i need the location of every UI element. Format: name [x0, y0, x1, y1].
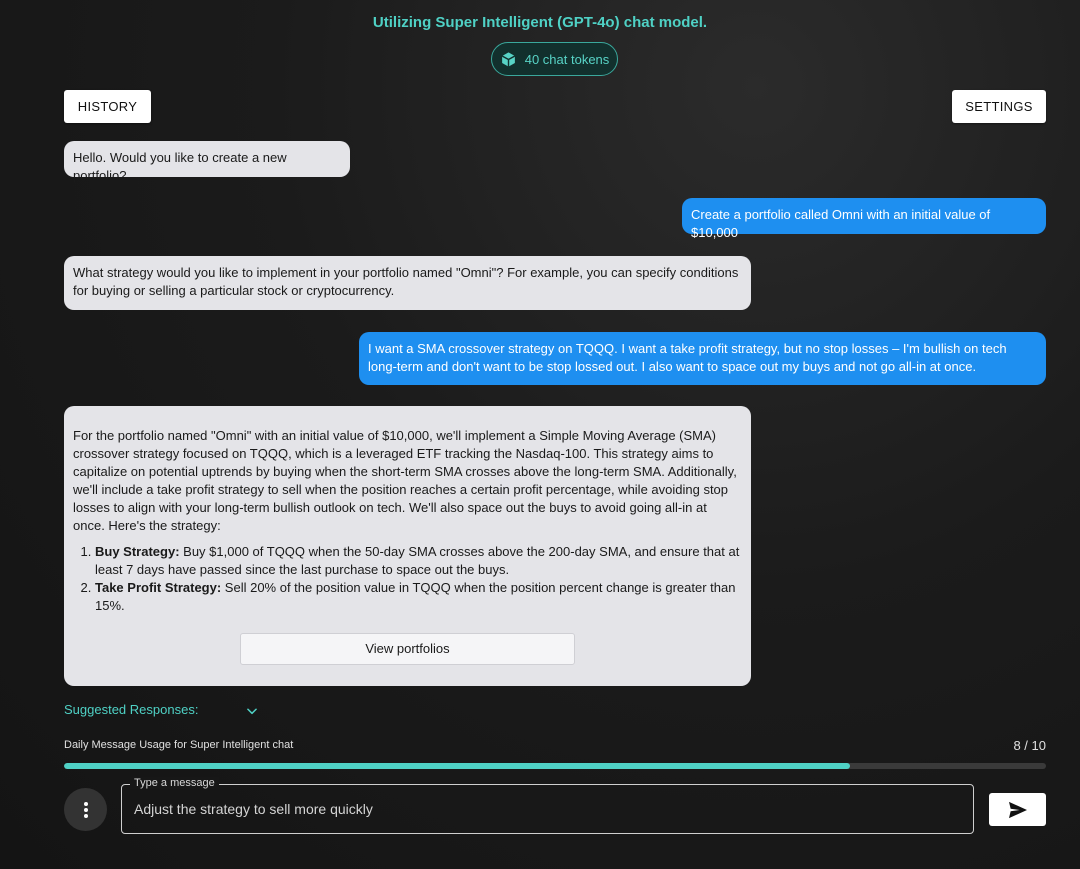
bot-message: Hello. Would you like to create a new portfolio? [64, 141, 350, 177]
model-title: Utilizing Super Intelligent (GPT-4o) chat model. [372, 14, 708, 31]
strategy-item-text: Buy $1,000 of TQQQ when the 50-day SMA crosses above the 200-day SMA, and ensure that at least 7 days have passed since the last purchase to space out the buys. [95, 544, 740, 577]
message-input-field[interactable] [121, 777, 974, 834]
strategy-item-take-profit [95, 579, 742, 615]
bot-message: What strategy would you like to implement in your portfolio named "Omni"? For example, you can specify conditions for buying or selling a particular stock or cryptocurrency. [64, 256, 751, 310]
send-button[interactable] [989, 793, 1046, 826]
suggested-responses-toggle[interactable] [64, 702, 198, 717]
strategy-item-text: Sell 20% of the position value in TQQQ when the position percent change is greater than 15%. [95, 580, 736, 613]
user-message: I want a SMA crossover strategy on TQQQ. I want a take profit strategy, but no stop losses – I'm bullish on tech long-term and don't want to be stop lossed out. I also want to space out my buys and not go all-in at once. [359, 332, 1046, 385]
chat-tokens-badge[interactable] [491, 42, 618, 76]
vertical-dots-icon [83, 801, 89, 819]
bot-strategy-message [64, 406, 751, 686]
strategy-intro: For the portfolio named "Omni" with an initial value of $10,000, we'll implement a Simple Moving Average (SMA) crossover strategy focused on TQQQ, which is a leveraged ETF tracking the Nasdaq-100. This strategy aims to capitalize on potential uptrends by buying when the short-term SMA crosses above the long-term SMA. Additionally, we'll include a take profit strategy to sell when the position reaches a certain profit percentage, while avoiding stop losses to align with your long-term bullish outlook on tech. We'll also space out the buys to avoid going all-in at once. Here's the strategy: [73, 428, 737, 533]
message-input[interactable] [122, 785, 973, 833]
send-arrow-icon [1008, 801, 1028, 819]
suggested-responses-label: Suggested Responses: [64, 702, 199, 717]
usage-count: 8 / 10 [1013, 738, 1046, 753]
usage-progress-bar [64, 763, 1046, 769]
strategy-item-buy [95, 543, 742, 579]
history-button[interactable]: HISTORY [64, 90, 151, 123]
chevron-down-icon[interactable] [245, 704, 259, 718]
user-message: Create a portfolio called Omni with an initial value of $10,000 [682, 198, 1046, 234]
strategy-list [73, 543, 742, 615]
cube-icon [500, 51, 517, 68]
usage-progress-fill [64, 763, 850, 769]
view-portfolios-button[interactable]: View portfolios [240, 633, 575, 665]
usage-label: Daily Message Usage for Super Intelligent chat [64, 739, 294, 751]
more-options-button[interactable] [64, 788, 107, 831]
settings-button[interactable]: SETTINGS [952, 90, 1046, 123]
strategy-item-title: Take Profit Strategy: [95, 580, 222, 595]
chat-tokens-label: 40 chat tokens [524, 51, 610, 67]
message-input-legend: Type a message [130, 777, 219, 789]
strategy-item-title: Buy Strategy: [95, 544, 180, 559]
